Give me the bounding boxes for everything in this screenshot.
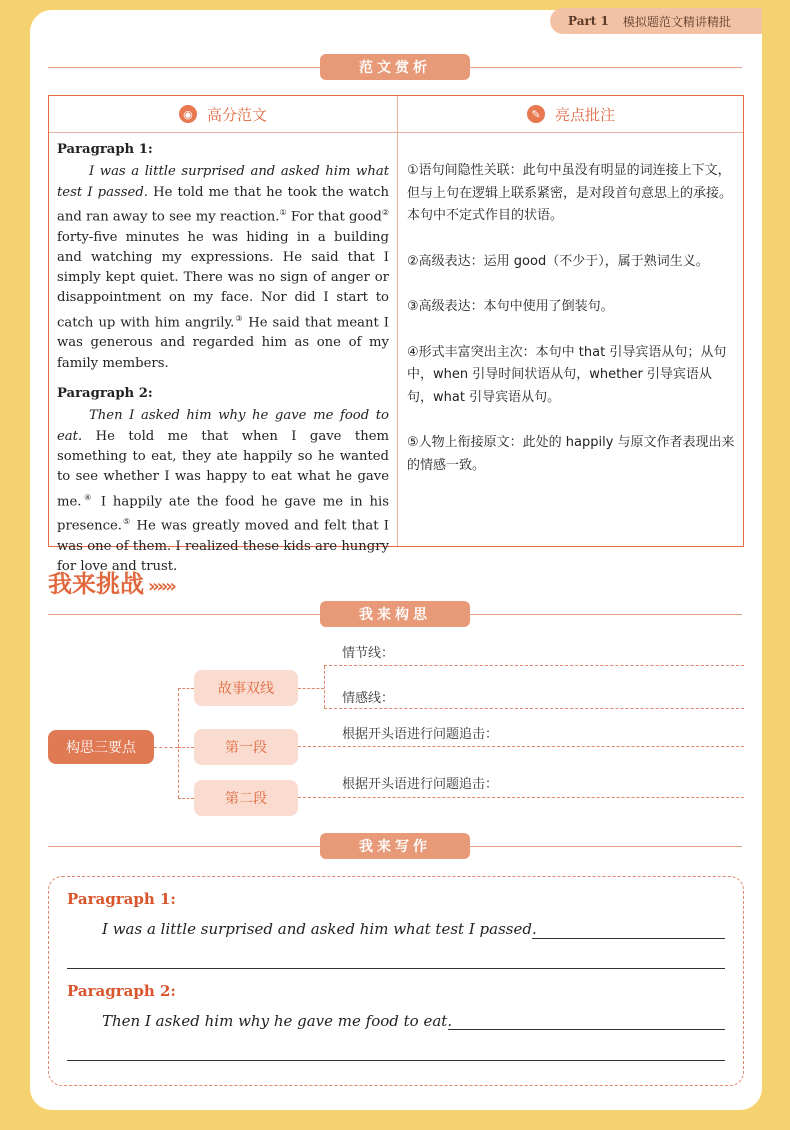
mark-4: ④ — [81, 492, 95, 502]
left-header — [49, 96, 397, 132]
answer-line — [324, 665, 744, 666]
writing-paragraph1-start: I was a little surprised and asked him what test I passed. — [102, 920, 537, 938]
follow-up-prompt-2: 根据开头语进行问题追击： — [342, 777, 499, 792]
part-label: Part 1 — [568, 14, 609, 28]
model-essay-text — [57, 140, 389, 588]
answer-line — [324, 708, 744, 709]
writing-line[interactable] — [67, 1060, 725, 1061]
follow-up-prompt-1: 根据开头语进行问题追击： — [342, 727, 499, 742]
note-3: ③高级表达：本句中使用了倒装句。 — [407, 299, 614, 314]
connector — [324, 666, 325, 708]
mark-3: ③ — [234, 313, 244, 323]
answer-line — [298, 797, 744, 798]
node-paragraph-two: 第二段 — [194, 780, 298, 816]
writing-paragraph2-label: Paragraph 2: — [67, 982, 176, 1000]
annotation-notes — [407, 160, 737, 500]
paragraph2-text: Then I asked him why he gave me food to eat. He told me that when I gave them something to eat, they ate happily so he wanted to see whether I was happy to eat what he gave me.④ I happily ate the food he gave me in his presence.⑤ He was greatly moved and felt that I was one of them. I realized these kids are hungry for love and trust. — [57, 408, 390, 575]
writing-line[interactable] — [67, 968, 725, 969]
paragraph1-label: Paragraph 1: — [57, 142, 153, 157]
section-pill: 我来写作 — [320, 833, 470, 859]
left-header-label: 高分范文 — [206, 105, 267, 124]
section-conceive — [0, 601, 790, 627]
emotion-line-label: 情感线： — [342, 691, 395, 706]
paragraph1-text: I was a little surprised and asked him what test I passed. He told me that he took the watch and ran away to see my reaction.① For that good② forty-five minutes he was hiding in a building and watching my expressions. He said that I simply kept quiet. There was no sign of anger or disappointment on my face. Nor did I start to catch up with him angrily.③ He said that meant I was generous and regarded him as one of my family members. — [57, 164, 390, 371]
section-analysis — [0, 54, 790, 80]
answer-line — [298, 746, 744, 747]
header-tab — [550, 8, 762, 34]
mark-2: ② — [381, 207, 390, 217]
mark-1: ① — [279, 207, 287, 217]
connector — [298, 688, 324, 689]
writing-paragraph2-start: Then I asked him why he gave me food to eat. — [102, 1012, 453, 1030]
part-title: 模拟题范文精讲精批 — [622, 14, 731, 29]
model-essay-table — [48, 95, 744, 575]
header-divider — [49, 132, 743, 133]
connector — [178, 747, 194, 748]
right-header-label: 亮点批注 — [554, 105, 615, 124]
chevrons-icon: »»» — [148, 576, 174, 597]
node-story-lines: 故事双线 — [194, 670, 298, 706]
note-5: ⑤人物上衔接原文：此处的 happily 与原文作者表现出来的情感一致。 — [407, 435, 735, 473]
writing-paragraph1-label: Paragraph 1: — [67, 890, 176, 908]
speech-bubble-icon: ◉ — [179, 105, 197, 123]
p1-opening: I was a little surprised and asked him what test I passed. — [57, 164, 389, 200]
note-2: ②高级表达：运用 good（不少于），属于熟词生义。 — [407, 253, 709, 269]
column-divider — [397, 96, 398, 546]
writing-line[interactable] — [448, 1029, 725, 1030]
paragraph2-label: Paragraph 2: — [57, 386, 153, 402]
note-4: ④形式丰富突出主次：本句中 that 引导宾语从句；从句中，when 引导时间状语从句，whether 引导宾语从句，what 引导宾语从句。 — [407, 344, 727, 405]
node-paragraph-one: 第一段 — [194, 729, 298, 765]
section-pill: 我来构思 — [320, 601, 470, 627]
p2-opening: Then I asked him why he gave me food to eat. — [57, 408, 389, 444]
challenge-title: 我来挑战 — [48, 570, 144, 598]
plot-line-label: 情节线： — [342, 646, 395, 661]
challenge-heading — [48, 564, 174, 599]
right-header — [397, 96, 745, 132]
pen-icon: ✎ — [527, 105, 545, 123]
connector — [178, 688, 194, 689]
connector — [178, 798, 194, 799]
section-writing — [0, 833, 790, 859]
section-pill: 范文赏析 — [320, 54, 470, 80]
mark-5: ⑤ — [122, 517, 132, 527]
note-1: ①语句间隐性关联：此句中虽没有明显的词连接上下文，但与上句在逻辑上联系紧密，是对段首句意思上的承接。本句中不定式作目的状语。 — [407, 163, 733, 223]
writing-line[interactable] — [532, 938, 725, 939]
mindmap-main-node: 构思三要点 — [48, 730, 154, 764]
connector — [154, 747, 178, 748]
connector — [178, 688, 179, 798]
